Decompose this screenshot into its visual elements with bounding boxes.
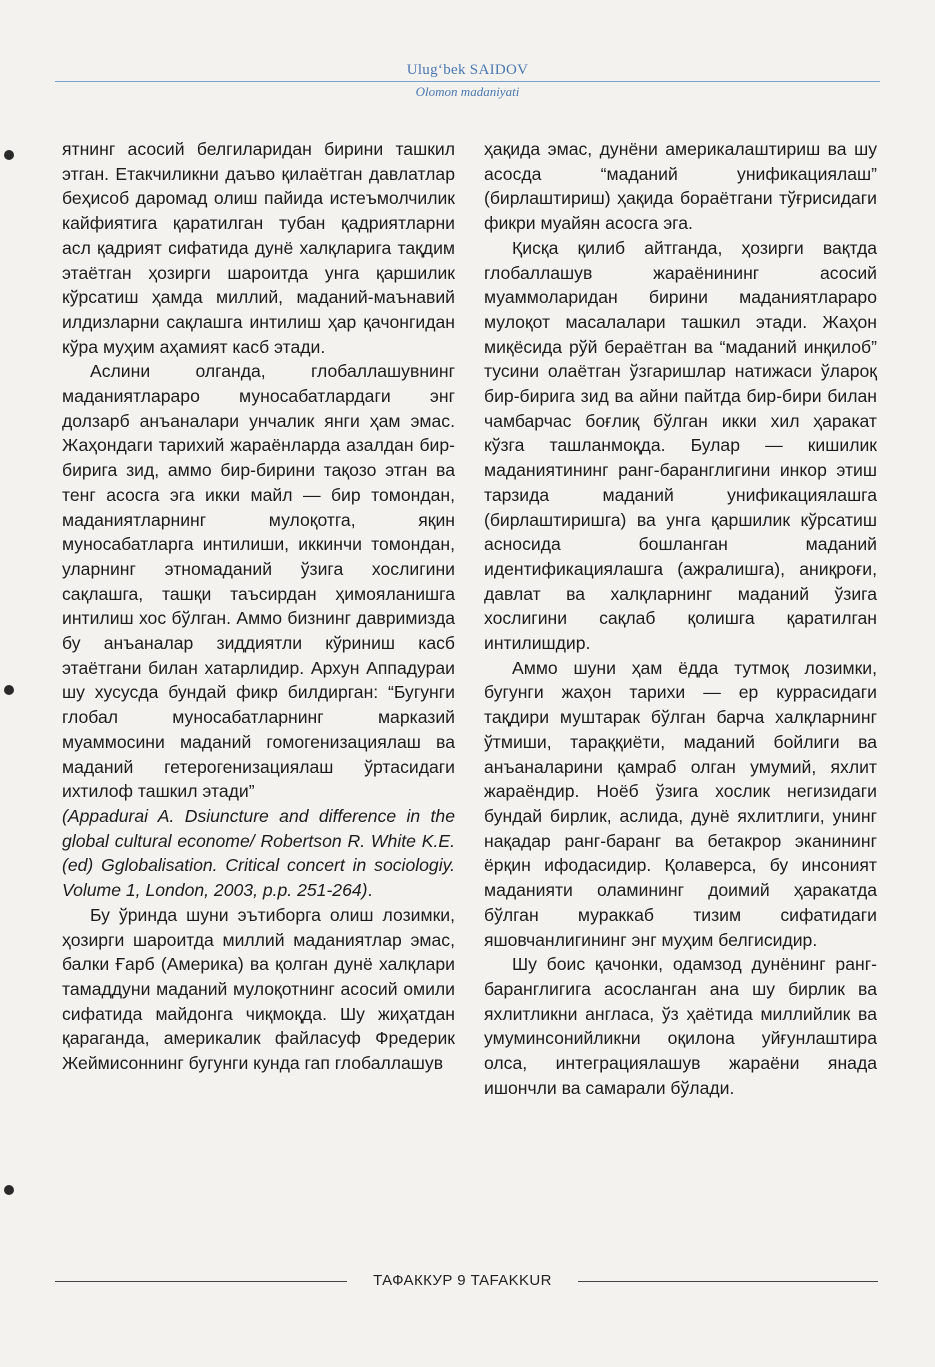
citation-text: (Appadurai A. Dsiuncture and difference in the global cultural economе/ Robertson R. White K.E. (ed) Gglobalisation. Critical concert in sociologiy. Volume 1, London, 2003, p.p. 251-264) <box>62 805 455 901</box>
right-column <box>484 137 877 1100</box>
footer-rule-left <box>55 1281 347 1282</box>
paragraph: Аммо шуни ҳам ёдда тутмоқ лозимки, бугунги жаҳон тарихи — ер куррасидаги тақдири муштарак бўлган барча халқларнинг ўтмиши, тараққиёти, маданий бойлиги ва анъаналарини қамраб олган умумий, яхлит жараёндир. Ноёб ўзига хослик негизидаги бундай бирлик, аслида, дунё яхлитлиги, унинг нақадар ранг-баранг ва бетакрор эканининг ёрқин ифодасидир. Қолаверса, бу инсоният маданияти оламининг доимий ҳаракатда бўлган мураккаб тизим сифатидаги яшовчанлигининг энг муҳим белгисидир. <box>484 657 877 950</box>
binder-hole-icon <box>4 1185 14 1195</box>
paragraph: Аслини олганда, глобаллашувнинг маданиятлараро муносабатлардаги энг долзарб анъаналари унчалик янги ҳам эмас. Жаҳондаги тарихий жараёнларда азалдан бир-бирига зид, аммо бир-бирини тақозо этган ва тенг асосга эга икки майл — бир томондан, маданиятларнинг мулоқотга, яқин муносабатларга интилиши, иккинчи томондан, уларнинг этномаданий ўзига хослигини сақлашга, ташқи таъсирдан ҳимояланишга интилиш хос бўлган. Аммо бизнинг давримизда бу анъаналар зиддиятли кўриниш касб этаётгани билан хатарлидир. Архун Аппадураи шу хусусда бундай фикр билдирган: “Бугунги глобал муносабатларнинг марказий муаммосини маданий гомогенизациялаш ва маданий гетерогенизациялаш ўртасидаги ихтилоф ташкил этади” <box>62 361 455 802</box>
footer-page-number: ТАФАККУР 9 TAFAKKUR <box>373 1272 552 1289</box>
header-rule <box>55 81 880 82</box>
page-footer <box>0 1272 935 1292</box>
header-author: Ulug‘bek SAIDOV <box>406 62 529 78</box>
paragraph: Шу боис қачонки, одамзод дунёнинг ранг-баранглигига асосланган ана шу бирлик ва яхлитликни англаса, ўз ҳаётида миллийлик ва умуминсонийликни оқилона уйғунлаштира олса, интеграциялашув жараёни янада ишончли ва самарали бўлади. <box>484 954 877 1098</box>
paragraph: ҳақида эмас, дунёни америкалаштириш ва шу асосда “маданий унификациялаш” (бирлаштириш) ҳақида бораётгани тўғрисидаги фикри муайян асосга эга. <box>484 139 877 234</box>
footer-rule-right <box>578 1281 878 1282</box>
header-section-title: Olomon madaniyati <box>415 84 520 99</box>
left-column <box>62 137 455 1076</box>
paragraph: ятнинг асосий белгиларидан бирини ташкил этган. Етакчиликни даъво қилаётган давлатлар беҳисоб даромад олиш пайида истеъмолчилик кайфиятига қаратилган тубан қадриятларни асл қадрият сифатида дунё халқларига тақдим этаётган ҳозирги шароитда унга қаршилик кўрсатиш ҳамда миллий, маданий-маънавий илдизларни сақлашга интилиш ҳар қачонгидан кўра муҳим аҳамият касб этади. <box>62 139 455 357</box>
paragraph: Қисқа қилиб айтганда, ҳозирги вақтда глобаллашув жараёнининг асосий муаммоларидан бирини маданиятлараро мулоқот масалалари ташкил этади. Жаҳон миқёсида рўй бераётган ва “маданий инқилоб” тусини олаётган ўзгаришлар натижаси ўлароқ бир-бирига зид ва айни пайтда бир-бири билан чамбарчас боғлиқ бўлган икки хил ҳаракат кўзга ташланмоқда. Булар — кишилик маданиятининг ранг-баранглигини инкор этиш тарзида маданий унификациялашга (бирлаштиришга) ва унга қаршилик кўрсатиш асносида бошланган маданий идентификациялашга (ажралишга), аниқроғи, давлат ва халқларнинг маданий ўзига хослигини сақлаб қолишга қаратилган интилишдир. <box>484 237 877 654</box>
binder-hole-icon <box>4 150 14 160</box>
running-header <box>0 52 935 112</box>
article-body <box>62 137 884 1257</box>
citation: (Appadurai A. Dsiuncture and difference in the global cultural economе/ Robertson R. White K.E. (ed) Gglobalisation. Critical concert in sociologiy. Volume 1, London, 2003, p.p. 251-264). <box>62 805 455 901</box>
paragraph: Бу ўринда шуни эътиборга олиш лозимки, ҳозирги шароитда миллий маданиятлар эмас, балки Ғарб (Америка) ва қолган дунё халқлари тамаддуни маданий мулоқотнинг асосий омили сифатида майдонга чиқмоқда. Шу жиҳатдан қараганда, америкалик файласуф Фредерик Жеймисоннинг бугунги кунда гап глобаллашув <box>62 904 455 1074</box>
binder-hole-icon <box>4 685 14 695</box>
